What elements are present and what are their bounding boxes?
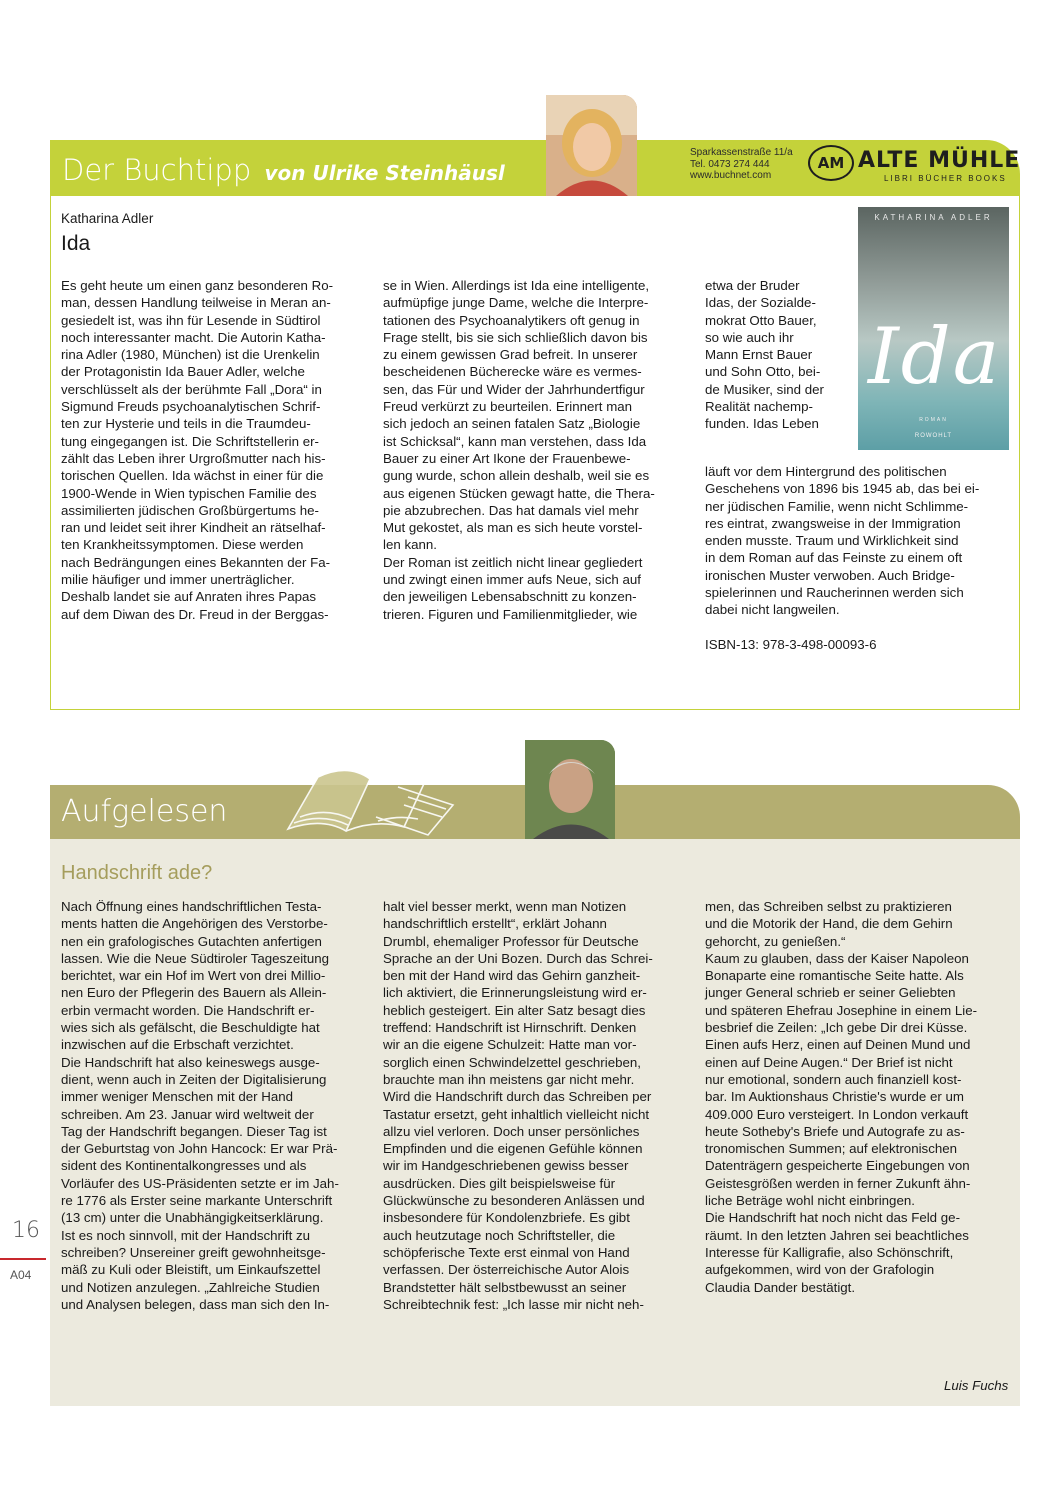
text-line: torischen Quellen. Ida wächst in einer für die — [61, 468, 324, 484]
text-line: ner jüdischen Familie, wenn nicht Schlimme- — [705, 498, 969, 514]
text-line: und Analysen belegen, dass man sich den In- — [61, 1296, 330, 1312]
text-line: Bonaparte eine romantische Seite hatte. Als — [705, 968, 964, 984]
bookstore-website[interactable]: www.buchnet.com — [690, 170, 772, 181]
cover-author: KATHARINA ADLER — [874, 213, 993, 222]
text-line: Sigmund Freuds psychoanalytischen Schrif- — [61, 399, 321, 415]
article-signature: Luis Fuchs — [944, 1378, 1009, 1393]
text-line: spielerinnen und Raucherinnen werden sich — [705, 585, 964, 601]
text-line: wir im Handgeschriebenen gewiss besser — [383, 1158, 629, 1174]
text-line: zählt das Leben ihrer Urgroßmutter nach his- — [61, 450, 326, 466]
text-line: und Notizen anzulegen. „Zahlreiche Studien — [61, 1279, 320, 1295]
text-line: aufgekommen, wird von der Grafologin — [705, 1262, 935, 1278]
text-line: noch interessanter macht. Die Autorin Katha- — [61, 329, 326, 345]
text-line: Deshalb landet sie auf Anraten ihres Papas — [61, 589, 317, 605]
text-line: assimilierten jüdischen Großbürgertums he- — [61, 502, 319, 518]
text-line: nur emotional, sondern auch finanziell kost- — [705, 1071, 962, 1087]
text-line: Schreibtechnik fest: „Ich lasse mir nicht neh- — [383, 1296, 644, 1312]
buchtipp-column-1 — [61, 277, 333, 623]
text-line: Ist es noch sinnvoll, mit der Handschrift zu — [61, 1227, 311, 1243]
text-line: aufmüpfige junge Dame, welche die Interpre- — [383, 295, 649, 311]
text-line: und die Motorik der Hand, die dem Gehirn — [705, 916, 953, 932]
bookstore-contact — [690, 147, 793, 182]
text-line: dient, wenn auch in Zeiten der Digitalisierung — [61, 1071, 327, 1087]
text-line: wies sich als gefälscht, die Beschuldigte hat — [61, 1020, 320, 1036]
text-line: zu einem gewissen Grad befreit. In unserer — [383, 347, 638, 363]
page-code: A04 — [10, 1268, 32, 1282]
text-line: Empfinden und die eigenen Gefühle können — [383, 1141, 643, 1157]
text-line: ironischen Muster verwoben. Auch Bridge- — [705, 567, 955, 583]
text-line: pie abzubrechen. Das hat damals viel mehr — [383, 502, 639, 518]
text-line: und zwingt einen immer aufs Neue, sich auf — [383, 572, 641, 588]
text-line: Geistesgrößen werden in ferner Zukunft ähn- — [705, 1175, 971, 1191]
text-line: verfassen. Der österreichische Autor Alois — [383, 1262, 630, 1278]
text-line: ten Krankheitssymptomen. Diese werden — [61, 537, 304, 553]
text-line: erbin vermacht worden. Die Handschrift er- — [61, 1002, 315, 1018]
text-line: Es geht heute um einen ganz besonderen Ro- — [61, 278, 334, 293]
aufgelesen-column-2 — [383, 898, 653, 1313]
text-line: räumt. In den letzten Jahren sei beachtliches — [705, 1227, 969, 1243]
alte-muehle-logo-mark: AM — [808, 145, 854, 181]
text-line: etwa der Bruder — [705, 278, 800, 293]
text-line: Vorläufer des US-Präsidenten setzte er im Jah- — [61, 1175, 339, 1191]
buchtipp-title-text: Der Buchtipp — [62, 153, 252, 187]
text-line: Nach Öffnung eines handschriftlichen Testa- — [61, 899, 322, 914]
text-line: Mann Ernst Bauer — [705, 347, 813, 363]
text-line: und Sohn Otto, bei- — [705, 364, 821, 380]
text-line: verschlüsselt als der berühmte Fall „Dora“ in — [61, 381, 322, 397]
open-book-icon — [278, 757, 458, 837]
text-line: schreiben? Unsereiner greift gewohnheitsge- — [61, 1244, 326, 1260]
bookstore-address: Sparkassenstraße 11/a — [690, 147, 793, 158]
text-line: wir an die eigene Schulzeit: Hatte man vor- — [383, 1037, 637, 1053]
text-line: nen ein grafologisches Gutachten anfertigen — [61, 933, 322, 949]
book-title: Ida — [61, 232, 91, 255]
text-line: Bauer zu einer Art Ikone der Frauenbewe- — [383, 450, 631, 466]
text-line: nach Bedrängungen eines Bekannten der Fa- — [61, 554, 331, 570]
text-line: und späteren Ehefrau Josephine in einem Lie- — [705, 1002, 978, 1018]
text-line: bar. Im Auktionshaus Christie's wurde er um — [705, 1089, 964, 1105]
text-line: ran und leidet seit ihrer Kindheit an rätselhaf- — [61, 520, 326, 536]
alte-muehle-logo-sub: LIBRI BÜCHER BOOKS — [884, 174, 1007, 183]
book-author: Katharina Adler — [61, 211, 154, 226]
text-line: Geschehens von 1896 bis 1945 ab, das bei ei- — [705, 481, 980, 497]
text-line: Mut gekostet, als man es sich heute vorstel- — [383, 520, 643, 536]
text-line: läuft vor dem Hintergrund des politischen — [705, 464, 947, 479]
text-line: auch heutzutage noch Schriftsteller, die — [383, 1227, 616, 1243]
text-line: heute Sotheby's Briefe und Autografe zu as- — [705, 1123, 965, 1139]
text-line: Die Handschrift hat also keineswegs ausge- — [61, 1054, 320, 1070]
text-line: ausdrücken. Dies gilt beispielsweise für — [383, 1175, 616, 1191]
text-line: mäß zu Kuli oder Bleistift, um Einkaufszettel — [61, 1262, 321, 1278]
author-photo-ulrike — [546, 95, 637, 196]
buchtipp-column-3-bottom — [705, 463, 979, 653]
text-line: der Geburtstag von John Hancock: Er war Prä- — [61, 1141, 338, 1157]
text-line: men, das Schreiben selbst zu praktizieren — [705, 899, 952, 914]
text-line: ments hatten die Angehörigen des Verstorbe- — [61, 916, 328, 932]
text-line: Drumbl, ehemaliger Professor für Deutsche — [383, 933, 639, 949]
text-line: heblich gesteigert. Ein alter Satz besagt dies — [383, 1002, 646, 1018]
text-line: halt viel besser merkt, wenn man Notizen — [383, 899, 627, 914]
text-line: treffend: Handschrift ist Hirnschrift. Denken — [383, 1020, 637, 1036]
text-line: Interesse für Kalligrafie, also Schönschrift, — [705, 1244, 954, 1260]
text-line: 1900-Wende in Wien typischen Familie des — [61, 485, 317, 501]
cover-title: Ida — [868, 312, 1002, 402]
alte-muehle-logo-name: ALTE MÜHLE — [858, 148, 1021, 173]
text-line: milie häufiger und immer unerträglicher. — [61, 572, 295, 588]
text-line: schreiben. Am 23. Januar wird weltweit der — [61, 1106, 314, 1122]
text-line: se in Wien. Allerdings ist Ida eine intelligente, — [383, 278, 650, 293]
text-line: besbrief die Zeilen: „Ich gebe Dir drei Küsse. — [705, 1020, 968, 1036]
buchtipp-column-3-top — [705, 277, 824, 433]
text-line: auf dem Diwan des Dr. Freud in der Berggas- — [61, 606, 329, 622]
cover-publisher: ROWOHLT — [914, 433, 953, 439]
text-line: tung eingegangen ist. Die Schriftstellerin er- — [61, 433, 319, 449]
text-line: lich aktiviert, die Erinnerungsleistung wird er- — [383, 985, 647, 1001]
text-line: Idas, der Sozialde- — [705, 295, 816, 311]
aufgelesen-title: Aufgelesen — [61, 794, 228, 829]
text-line: (13 cm) unter die Unabhängigkeitserklärung. — [61, 1210, 324, 1226]
text-line: ben mit der Hand wird das Gehirn ganzheit- — [383, 968, 641, 984]
author-photo-luis — [525, 740, 615, 839]
text-line: bescheidenen Bücherecke wäre es vermes- — [383, 364, 642, 380]
text-line: Tastatur ersetzt, geht inhaltlich vielleicht nicht — [383, 1106, 650, 1122]
text-line: len kann. — [383, 537, 437, 553]
text-line: sorglich einen Schwindelzettel geschrieben, — [383, 1054, 641, 1070]
buchtipp-byline: von Ulrike Steinhäusl — [264, 161, 505, 185]
text-line: ten zur Hysterie und teils in die Traumdeu- — [61, 416, 311, 432]
text-line: schöpferische Texte erst einmal von Hand — [383, 1244, 630, 1260]
text-line: sident des Kontinentalkongresses und als — [61, 1158, 307, 1174]
text-line: de Musiker, sind der — [705, 381, 824, 397]
bookstore-phone: Tel. 0473 274 444 — [690, 158, 770, 170]
text-line: Brandstetter hält selbstbewusst an seiner — [383, 1279, 627, 1295]
text-line: gung wurde, schon allein deshalb, weil sie es — [383, 468, 650, 484]
text-line: Einen aufs Herz, einen auf Deinen Mund und — [705, 1037, 971, 1053]
text-line: sen, das Für und Wider der Jahrhundertfigur — [383, 381, 645, 397]
text-line: allzu viel verloren. Doch unser persönliches — [383, 1123, 640, 1139]
isbn: ISBN-13: 978-3-498-00093-6 — [705, 636, 877, 652]
page-number: 16 — [12, 1218, 40, 1243]
text-line: 409.000 Euro versteigert. In London verkauft — [705, 1106, 969, 1122]
text-line: liche Beträge wohl nicht einbringen. — [705, 1193, 915, 1209]
text-line: Wird die Handschrift durch das Schreiben per — [383, 1089, 652, 1105]
text-line: gehorcht, zu genießen.“ — [705, 933, 846, 949]
text-line: den jeweiligen Lebensabschnitt zu konzen- — [383, 589, 637, 605]
text-line: handschriftlich erstellt“, erklärt Johann — [383, 916, 607, 932]
text-line: Realität nachemp- — [705, 399, 813, 415]
text-line: trieren. Figuren und Familienmitglieder, wie — [383, 606, 638, 622]
text-line: junger General schrieb er seiner Geliebten — [705, 985, 956, 1001]
text-line: insbesondere für Kondolenzbriefe. Es gibt — [383, 1210, 630, 1226]
text-line: funden. Idas Leben — [705, 416, 819, 432]
text-line: Der Roman ist zeitlich nicht linear gegliedert — [383, 554, 643, 570]
text-line: res eintrat, zwangsweise in der Immigration — [705, 515, 961, 531]
text-line: inzwischen auf die Erbschaft verzichtet. — [61, 1037, 294, 1053]
aufgelesen-column-3 — [705, 898, 977, 1296]
text-line: berichtet, war ein Hof im Wert von drei Millio- — [61, 968, 326, 984]
text-line: mokrat Otto Bauer, — [705, 312, 817, 328]
text-line: dabei nicht langweilen. — [705, 602, 840, 618]
text-line: ist Schicksal“, kann man verstehen, dass Ida — [383, 433, 647, 449]
text-line: Glückwünsche zu besonderen Anlässen und — [383, 1193, 645, 1209]
cover-subtitle: ROMAN — [919, 417, 948, 423]
text-line: tationen des Psychoanalytikers oft genug in — [383, 312, 640, 328]
text-line: man, dessen Handlung teilweise in Meran an- — [61, 295, 331, 311]
text-line: immer weniger Menschen mit der Hand — [61, 1089, 294, 1105]
page-number-rule — [0, 1258, 46, 1260]
buchtipp-title — [62, 150, 505, 190]
text-line: Sprache an der Uni Bozen. Durch das Schrei- — [383, 950, 653, 966]
text-line: Frage stellt, bis sie sich schließlich davon bis — [383, 329, 648, 345]
book-cover — [858, 207, 1009, 450]
text-line: rina Adler (1980, München) ist die Urenkelin — [61, 347, 320, 363]
text-line: in dem Roman auf das Feinste zu einem oft — [705, 550, 963, 566]
article-subtitle: Handschrift ade? — [61, 862, 213, 884]
text-line: lassen. Wie die Neue Südtiroler Tageszeitung — [61, 950, 330, 966]
text-line: Tag der Handschrift begangen. Dieser Tag ist — [61, 1123, 327, 1139]
aufgelesen-column-1 — [61, 898, 339, 1313]
text-line: einen auf Deine Augen.“ Der Brief ist nicht — [705, 1054, 953, 1070]
text-line: aus eigenen Stücken gewagt hatte, die Thera- — [383, 485, 655, 501]
text-line: Claudia Dander bestätigt. — [705, 1279, 856, 1295]
text-line: re 1776 als Erster seine markante Unterschrift — [61, 1193, 333, 1209]
text-line: Kaum zu glauben, dass der Kaiser Napoleon — [705, 950, 969, 966]
text-line: tronomischen Summen; auf elektronischen — [705, 1141, 958, 1157]
text-line: sich jedoch an seinen fatalen Satz „Biologie — [383, 416, 641, 432]
text-line: nen Euro der Pflegerin des Bauern als Allein- — [61, 985, 327, 1001]
text-line: brauchte man ihn meistens gar nicht mehr. — [383, 1071, 635, 1087]
text-line: Datenträgern gespeicherte Eingebungen von — [705, 1158, 970, 1174]
buchtipp-column-2 — [383, 277, 655, 623]
text-line: enden musste. Traum und Wirklichkeit sind — [705, 533, 959, 549]
text-line: der Protagonistin Ida Bauer Adler, welche — [61, 364, 305, 380]
text-line: so wie auch ihr — [705, 329, 794, 345]
text-line: gesiedelt ist, was ihn für Lesende in Südtirol — [61, 312, 321, 328]
text-line: Freud verkürzt zu beurteilen. Erinnert man — [383, 399, 633, 415]
text-line: Die Handschrift hat noch nicht das Feld ge- — [705, 1210, 960, 1226]
